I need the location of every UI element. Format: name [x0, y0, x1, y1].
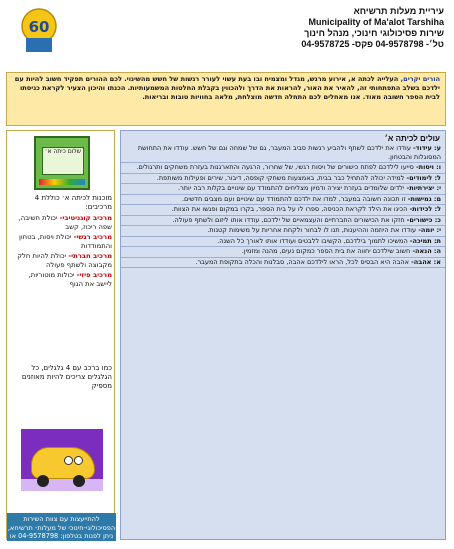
- tip-text: עודדו את ילדכם לשתף ולהביע רגשות סביב המעבר, גם של שמחה וגם של חשש. עודדו את התחושת המסוגלות והבטחון.: [137, 144, 441, 161]
- tip-section: [121, 216, 445, 227]
- list-item: [11, 252, 112, 270]
- tip-section: [121, 195, 445, 206]
- tip-key: י: יצירתיות-: [406, 184, 441, 192]
- list-item: [11, 271, 112, 289]
- header-line-4: טל׳- 04-9578798 פקס- 04-9578725: [301, 39, 444, 49]
- tip-key: כ: כישורים-: [406, 215, 441, 224]
- tip-text: אהבה היא הבסיס לכל, הראו לילדכם אהבה, סבלנות והכלה בתקופת המעבר.: [195, 257, 409, 266]
- list-item-text: יכולות מוטוריות, ליישב את הגוף: [28, 271, 112, 288]
- wheel-icon: [73, 475, 85, 487]
- tip-text: עודדו את היוזמה וההיענות, תנו לו לבחור ולקחת אחריות על משימות קטנות.: [207, 226, 417, 234]
- tip-key: ת: תמיכה-: [409, 236, 441, 245]
- logo-label: 60: [28, 18, 50, 36]
- wheel-icon: [37, 475, 49, 487]
- list-item-head: מרכיב חברתי-: [68, 252, 112, 260]
- tip-section: [121, 226, 445, 237]
- header-line-3: שירות פסיכולוגי חינוכי, מנהל חינוך: [304, 28, 444, 38]
- car-eye-icon: [64, 456, 73, 465]
- sidebar: [6, 130, 116, 549]
- tip-text: חשוב שילדכם יחווה את בית הספר כמקום נעים, מהנה ומזמין.: [241, 247, 411, 255]
- tip-text: למידה יכולה להתחיל כבר בבית, באמצעות משחקי קופסה, דיבור, שירים ופעילות משותפת.: [156, 173, 405, 182]
- tip-section: [121, 237, 445, 248]
- tip-section: [121, 205, 445, 216]
- parents-body: העלייה לכתה א, אירוע מרגש, מגדל ומצמיח ובו בעת עשוי לעורר רגשות של חשש מהשינוי. לכם ההורים תפקיד חשוב להיות עם ילדכם בשלב התפתחותי זה, להאיר את האור, להראות את הדרך ולהכווין בקבלת החלטות המשמעותיות. הכנתו והיכון הצעיר לקראת כניסתו לבית הספר חשובה מאוד. אנו מאחלים לכם התחלה חדשה מוצלחת, מלאה בחוויות טובות ובריאות.: [14, 75, 440, 101]
- cartoon-car-illustration: [21, 429, 103, 491]
- list-item: [11, 233, 112, 251]
- contact-box: להתייעצות עם צוות השירות הפסיכולוגי-חינוכי של מעלות- תרשיחא, ניתן לפנות בטלפון: 04-9578798 או דרך מוקד 106: [7, 515, 116, 549]
- tip-key: ע: עידוד-: [412, 144, 441, 152]
- pencils-icon: [39, 179, 85, 185]
- tip-text: הכינו את הילד לקראת הכניסה, ספרו לו על בית הספר, בקרו במקום ופגשו את הצוות.: [171, 205, 408, 213]
- page-title: עולים לכיתה א׳: [384, 134, 440, 143]
- tip-text: זו תכונה חשובה במעבר, למדו את ילדכם להתמודד עם שינויים ועם מצבים חדשים.: [181, 194, 406, 203]
- readiness-title: מוכנות לכיתה א׳ כוללת 4 מרכיבים:: [34, 194, 112, 211]
- car-eye-icon: [74, 456, 83, 465]
- list-item-head: מרכיב קוגניטיבי-: [59, 214, 112, 222]
- tip-key: א: אהבה-: [411, 257, 441, 266]
- parents-intro: [6, 72, 446, 126]
- tip-section: [121, 258, 445, 269]
- list-item-text: יכולת להיות חלק מקבוצה ולשתף פעולה: [17, 252, 112, 269]
- list-item-head: מרכיב רגשי-: [73, 233, 112, 241]
- list-item: [11, 214, 112, 232]
- header-line-1: עיריית מעלות תרשיחא: [353, 6, 444, 16]
- tip-section: [121, 247, 445, 258]
- tip-section: [121, 174, 445, 185]
- tip-section: [121, 144, 445, 163]
- list-item-head: מרכיב פיזי-: [76, 271, 112, 279]
- tip-key: ו: ויסות-: [415, 163, 441, 171]
- tip-section: [121, 163, 445, 174]
- tip-section: [121, 184, 445, 195]
- header-line-2: Municipality of Ma'alot Tarshiha: [308, 17, 444, 27]
- tip-text: המשיכו לתמוך בילדכם, הקשיבו ללבטים ועודדו אותו לאורך כל השנה.: [217, 236, 408, 245]
- car-analogy-note: כמו ברכב עם 4 גלגלים, כל הגלגלים צריכים להיות מאוזנים מספיק: [21, 364, 112, 390]
- tip-key: ם: גמישות-: [407, 194, 441, 203]
- tip-key: ל: לימודים-: [406, 173, 441, 182]
- book-text: שלום כיתה א׳: [42, 147, 84, 175]
- tip-key: ל: לכידות-: [409, 205, 441, 213]
- municipality-logo: [14, 4, 64, 56]
- tip-text: חזקו את הכישורים החברתיים והעצמאיים של ילדכם, עודדו אותו ליזום ולשתף פעולה.: [172, 215, 405, 224]
- ground-shape: [21, 479, 103, 491]
- tip-text: ילדים שלומדים בעזרת יצירה ודמיון מצליחים להתמודד עם שינויים בקלות רבה יותר.: [178, 184, 405, 192]
- list-item-text: יכולת חשיבה, שפה ריכוז, קשב: [18, 214, 112, 231]
- parents-greeting: הורים יקרים,: [400, 75, 440, 83]
- tip-text: סייעו לילדכם לפתח כישורים של ויסות רגשי, של שחרור, הרגעה והתארגנות בעזרת משחקים ותרגולים.: [136, 163, 414, 171]
- tip-key: י: יומה-: [418, 226, 441, 234]
- readiness-list: [11, 214, 112, 290]
- list-item-text: יכולת ויסות, בטחון והתמודדות: [18, 233, 112, 250]
- first-grade-book-illustration: [34, 136, 90, 190]
- main-content: [120, 130, 446, 540]
- tip-key: ה: הנאה-: [412, 247, 441, 255]
- municipality-header: [144, 6, 444, 50]
